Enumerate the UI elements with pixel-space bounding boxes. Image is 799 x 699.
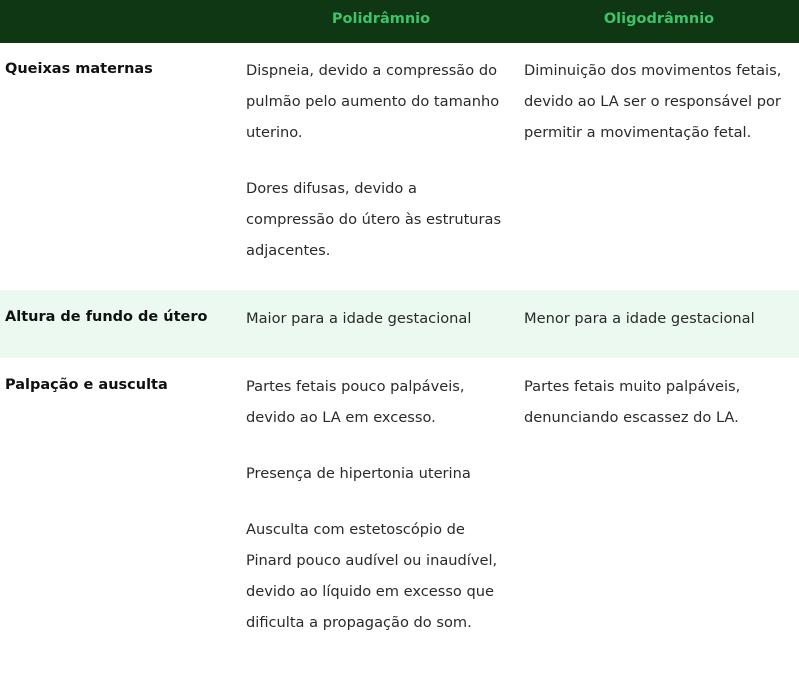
row-label: Altura de fundo de útero [5,309,208,325]
cell-polidramnio [246,55,508,266]
row-label: Queixas maternas [5,61,153,77]
cell-paragraph: Menor para a idade gestacional [524,310,755,327]
cell-polidramnio [246,303,508,334]
cell-paragraph: Partes fetais pouco palpáveis, devido ao LA em excesso. [246,378,465,426]
header-polidramnio: Polidrâmnio [331,11,431,27]
cell-paragraph: Dispneia, devido a compressão do pulmão pelo aumento do tamanho uterino. [246,62,500,141]
cell-oligodramnio [524,303,794,334]
cell-paragraph: Maior para a idade gestacional [246,310,472,327]
cell-paragraph: Diminuição dos movimentos fetais, devido ao LA ser o responsável por permitir a movimentação fetal. [524,62,782,141]
cell-paragraph: Presença de hipertonia uterina [246,465,471,482]
header-oligodramnio: Oligodrâmnio [603,11,715,27]
table-header [0,0,799,43]
cell-oligodramnio [524,371,794,433]
row-label: Palpação e ausculta [5,377,168,393]
table-row-palpacao-ausculta [0,358,799,699]
cell-paragraph: Partes fetais muito palpáveis, denunciando escassez do LA. [524,378,741,426]
cell-paragraph: Ausculta com estetoscópio de Pinard pouco audível ou inaudível, devido ao líquido em excesso que dificulta a propagação do som. [246,521,498,631]
cell-polidramnio [246,371,508,638]
table-row-altura-fundo-utero [0,290,799,358]
cell-oligodramnio [524,55,794,148]
table-row-queixas-maternas [0,43,799,290]
cell-paragraph: Dores difusas, devido a compressão do útero às estruturas adjacentes. [246,180,502,259]
